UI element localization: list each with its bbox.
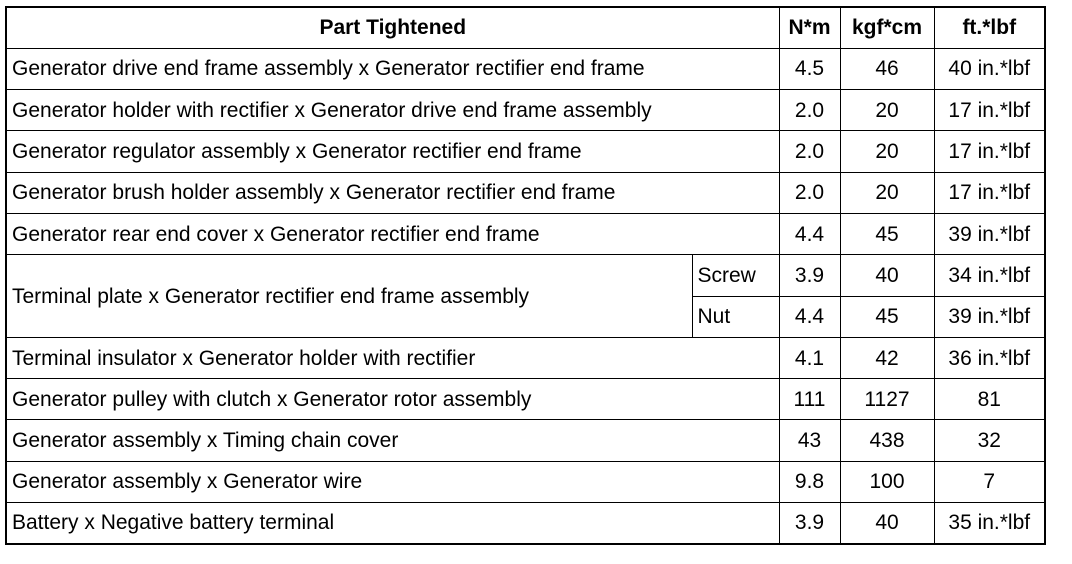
kgf-cell: 42: [840, 337, 934, 378]
table-row: [6, 379, 1045, 420]
part-cell: Generator holder with rectifier x Generator drive end frame assembly: [6, 90, 779, 131]
sub-part-cell-screw: Screw: [692, 255, 779, 296]
table-row: [6, 337, 1045, 378]
nm-cell: 43: [779, 420, 840, 461]
ft-lbf-cell: 39 in.*lbf: [934, 296, 1045, 337]
kgf-cell: 45: [840, 296, 934, 337]
table-row: [6, 131, 1045, 172]
ft-lbf-cell: 36 in.*lbf: [934, 337, 1045, 378]
kgf-cell: 46: [840, 48, 934, 89]
ft-lbf-cell: 34 in.*lbf: [934, 255, 1045, 296]
part-cell: Generator pulley with clutch x Generator rotor assembly: [6, 379, 779, 420]
nm-cell: 2.0: [779, 131, 840, 172]
nm-cell: 3.9: [779, 255, 840, 296]
part-cell: Generator brush holder assembly x Generator rectifier end frame: [6, 172, 779, 213]
header-part-tightened: Part Tightened: [6, 7, 779, 48]
part-cell: Generator rear end cover x Generator rectifier end frame: [6, 213, 779, 254]
nm-cell: 4.1: [779, 337, 840, 378]
torque-spec-table: [5, 6, 1046, 545]
ft-lbf-cell: 81: [934, 379, 1045, 420]
ft-lbf-cell: 35 in.*lbf: [934, 503, 1045, 544]
kgf-cell: 20: [840, 172, 934, 213]
nm-cell: 9.8: [779, 461, 840, 502]
kgf-cell: 20: [840, 131, 934, 172]
table-row: [6, 461, 1045, 502]
ft-lbf-cell: 17 in.*lbf: [934, 90, 1045, 131]
table-row: [6, 255, 1045, 296]
nm-cell: 2.0: [779, 172, 840, 213]
part-cell: Generator assembly x Generator wire: [6, 461, 779, 502]
part-cell: Battery x Negative battery terminal: [6, 503, 779, 544]
header-kgf-cm: kgf*cm: [840, 7, 934, 48]
ft-lbf-cell: 17 in.*lbf: [934, 131, 1045, 172]
sub-part-cell-nut: Nut: [692, 296, 779, 337]
nm-cell: 111: [779, 379, 840, 420]
table-row: [6, 172, 1045, 213]
part-cell: Generator regulator assembly x Generator rectifier end frame: [6, 131, 779, 172]
kgf-cell: 20: [840, 90, 934, 131]
kgf-cell: 40: [840, 503, 934, 544]
ft-lbf-cell: 32: [934, 420, 1045, 461]
nm-cell: 2.0: [779, 90, 840, 131]
part-cell: Terminal plate x Generator rectifier end frame assembly: [6, 255, 692, 338]
part-cell: Generator drive end frame assembly x Generator rectifier end frame: [6, 48, 779, 89]
table-row: [6, 213, 1045, 254]
part-cell: Generator assembly x Timing chain cover: [6, 420, 779, 461]
kgf-cell: 45: [840, 213, 934, 254]
ft-lbf-cell: 17 in.*lbf: [934, 172, 1045, 213]
ft-lbf-cell: 39 in.*lbf: [934, 213, 1045, 254]
table-row: [6, 503, 1045, 544]
table-row: [6, 420, 1045, 461]
kgf-cell: 100: [840, 461, 934, 502]
nm-cell: 4.4: [779, 213, 840, 254]
nm-cell: 4.4: [779, 296, 840, 337]
ft-lbf-cell: 40 in.*lbf: [934, 48, 1045, 89]
nm-cell: 3.9: [779, 503, 840, 544]
table-row: [6, 90, 1045, 131]
header-ft-lbf: ft.*lbf: [934, 7, 1045, 48]
kgf-cell: 1127: [840, 379, 934, 420]
kgf-cell: 40: [840, 255, 934, 296]
header-nm: N*m: [779, 7, 840, 48]
header-row: [6, 7, 1045, 48]
kgf-cell: 438: [840, 420, 934, 461]
nm-cell: 4.5: [779, 48, 840, 89]
ft-lbf-cell: 7: [934, 461, 1045, 502]
table-row: [6, 48, 1045, 89]
part-cell: Terminal insulator x Generator holder with rectifier: [6, 337, 779, 378]
